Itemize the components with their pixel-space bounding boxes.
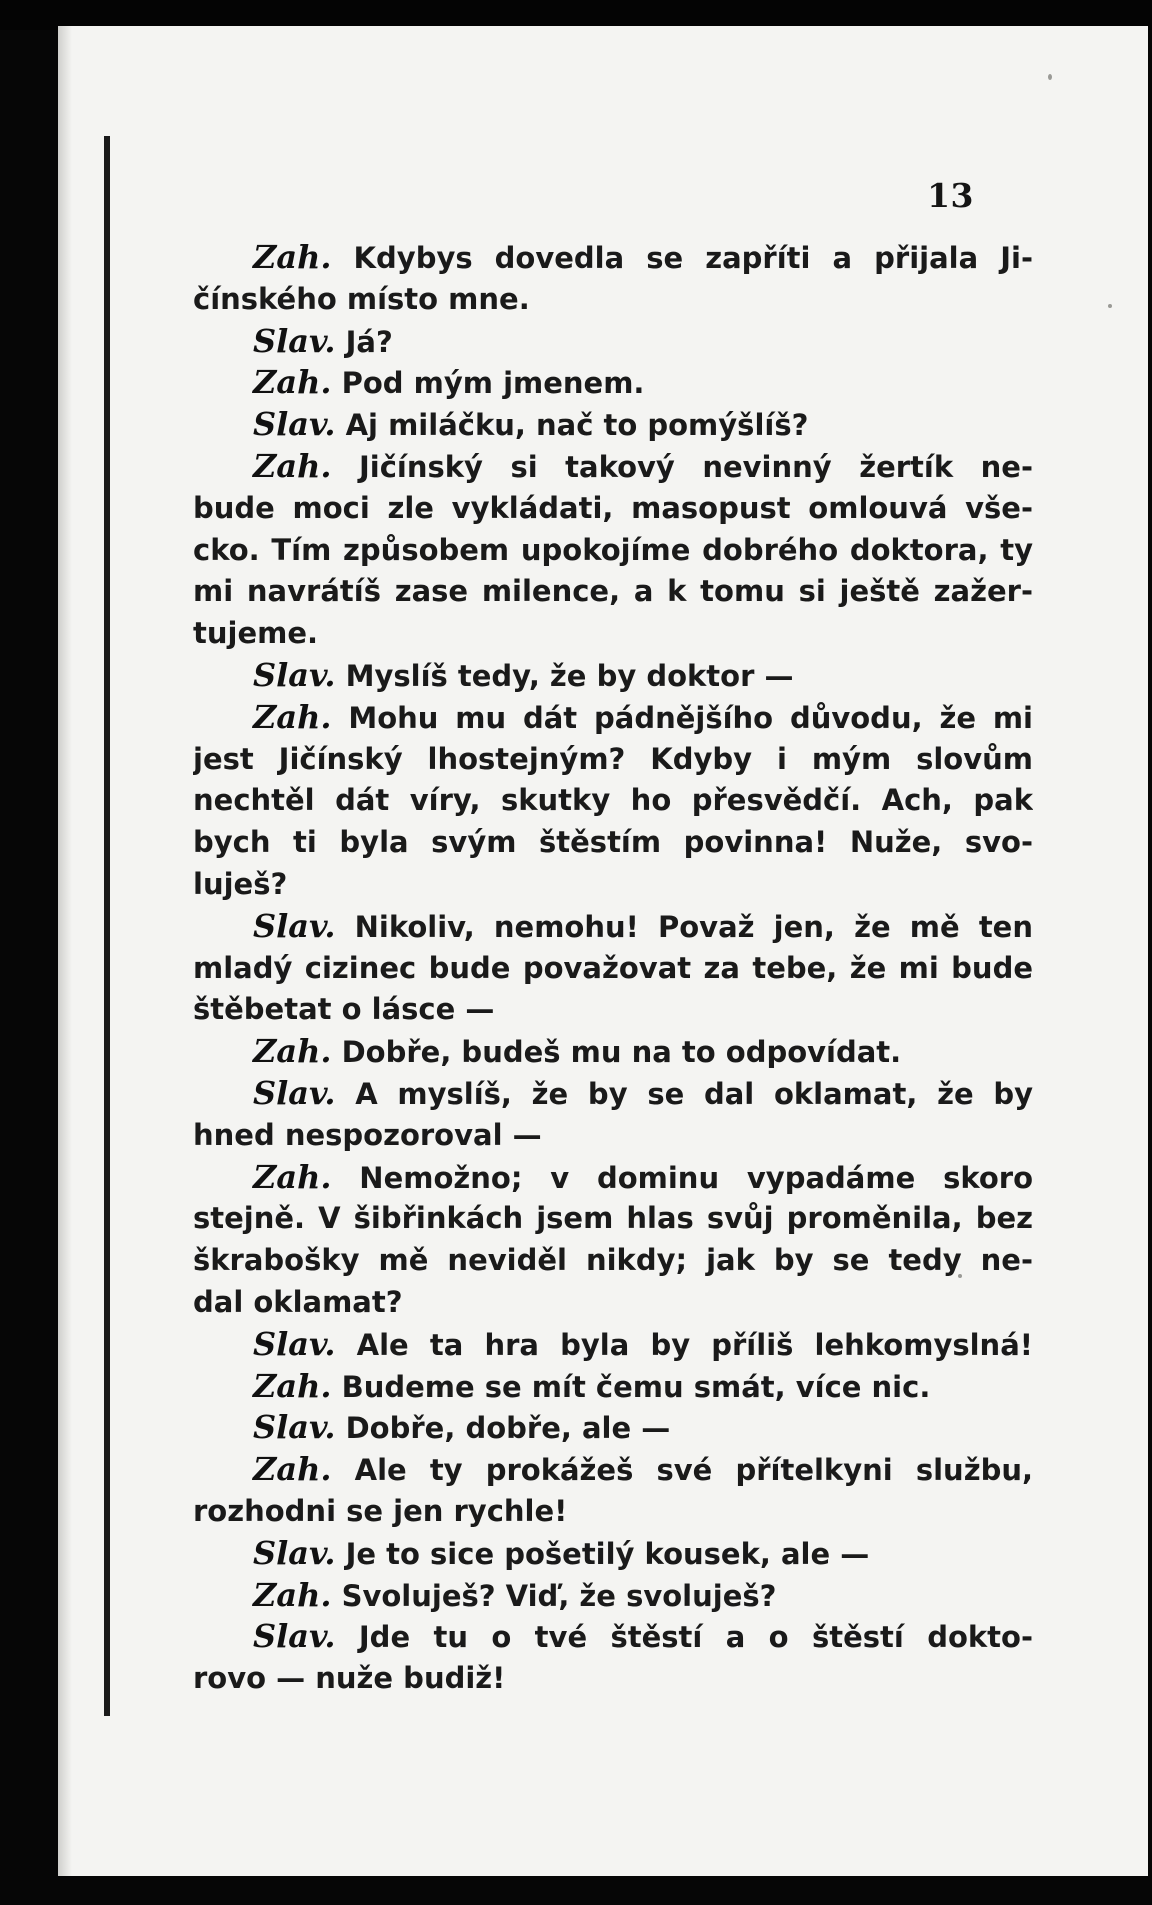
text-line xyxy=(193,1366,1033,1408)
line-text: cko. Tím způsobem upokojíme dobrého doktora, ty xyxy=(193,532,1033,567)
speaker-name: Zah. xyxy=(253,1032,332,1071)
text-line xyxy=(193,446,1033,488)
speaker-name: Zah. xyxy=(253,363,332,402)
text-line xyxy=(193,1616,1033,1658)
speaker-name: Slav. xyxy=(253,906,336,945)
line-text: Nemožno; v dominu vypadáme skoro xyxy=(331,1160,1033,1195)
speaker-name: Zah. xyxy=(253,1157,332,1196)
text-line xyxy=(193,279,1033,321)
line-text: čínského místo mne. xyxy=(193,281,530,316)
line-text: Ale ty prokážeš své přítelkyni službu, xyxy=(331,1453,1033,1488)
line-text: Myslíš tedy, že by doktor — xyxy=(335,658,794,693)
speaker-name: Slav. xyxy=(253,1324,336,1363)
dialogue-text xyxy=(193,237,1033,1700)
line-text: Dobře, budeš mu na to odpovídat. xyxy=(331,1035,902,1070)
book-page xyxy=(58,26,1148,1876)
text-line xyxy=(193,1407,1033,1449)
page-number: 13 xyxy=(927,176,974,215)
line-text: dal oklamat? xyxy=(193,1284,403,1319)
text-line xyxy=(193,321,1033,363)
line-text: Pod mým jmenem. xyxy=(331,366,645,401)
line-text: štěbetat o lásce — xyxy=(193,992,495,1027)
speaker-name: Zah. xyxy=(253,1450,332,1489)
line-text: Jičínský si takový nevinný žertík ne- xyxy=(331,449,1033,484)
text-line xyxy=(193,864,1033,906)
line-text: Aj miláčku, nač to pomýšlíš? xyxy=(335,408,809,443)
line-text: mi navrátíš zase milence, a k tomu si ještě zažer- xyxy=(193,574,1033,609)
text-line xyxy=(193,989,1033,1031)
text-line xyxy=(193,1533,1033,1575)
speaker-name: Zah. xyxy=(253,238,332,276)
text-line xyxy=(193,1324,1033,1366)
line-text: Nikoliv, nemohu! Považ jen, že mě ten xyxy=(335,909,1033,944)
line-text: Mohu mu dát pádnějšího důvodu, že mi xyxy=(331,700,1033,735)
text-line xyxy=(193,1282,1033,1324)
line-text: luješ? xyxy=(193,866,288,901)
text-line xyxy=(193,1575,1033,1617)
speaker-name: Slav. xyxy=(253,1533,336,1572)
speaker-name: Slav. xyxy=(253,1617,336,1656)
text-line xyxy=(193,404,1033,446)
text-line xyxy=(193,1491,1033,1533)
text-line xyxy=(193,1073,1033,1115)
text-line xyxy=(193,948,1033,990)
paper-speck xyxy=(1048,74,1052,80)
line-text: Svoluješ? Viď, že svoluješ? xyxy=(331,1578,777,1613)
line-text: Je to sice pošetilý kousek, ale — xyxy=(335,1536,870,1571)
speaker-name: Zah. xyxy=(253,1366,332,1405)
speaker-name: Zah. xyxy=(253,697,332,736)
text-line xyxy=(193,237,1033,279)
line-text: bych ti byla svým štěstím povinna! Nuže, svo- xyxy=(193,825,1033,860)
line-text: Dobře, dobře, ale — xyxy=(335,1411,671,1446)
text-line xyxy=(193,571,1033,613)
text-line xyxy=(193,655,1033,697)
text-line xyxy=(193,822,1033,864)
text-line xyxy=(193,739,1033,781)
line-text: Jde tu o tvé štěstí a o štěstí dokto- xyxy=(335,1620,1033,1655)
line-text: jest Jičínský lhostejným? Kdyby i mým slovům xyxy=(193,741,1033,776)
speaker-name: Slav. xyxy=(253,321,336,360)
paper-speck xyxy=(1108,304,1112,308)
line-text: Já? xyxy=(335,324,393,359)
text-line xyxy=(193,530,1033,572)
line-text: škrabošky mě neviděl nikdy; jak by se tedy ne- xyxy=(193,1243,1033,1278)
line-text: nechtěl dát víry, skutky ho přesvědčí. Ach, pak xyxy=(193,783,1033,818)
line-text: Kdybys dovedla se zapříti a přijala Ji- xyxy=(331,241,1033,275)
line-text: Budeme se mít čemu smát, více nic. xyxy=(331,1369,931,1404)
text-line xyxy=(193,1115,1033,1157)
text-line xyxy=(193,1658,1033,1700)
speaker-name: Slav. xyxy=(253,1408,336,1447)
page-gutter-shadow xyxy=(58,26,72,1876)
binding-edge xyxy=(104,136,110,1716)
line-text: mladý cizinec bude považovat za tebe, že mi bude xyxy=(193,950,1033,985)
text-line xyxy=(193,1157,1033,1199)
text-line xyxy=(193,1240,1033,1282)
line-text: rovo — nuže budiž! xyxy=(193,1661,506,1696)
text-line xyxy=(193,488,1033,530)
speaker-name: Zah. xyxy=(253,446,332,485)
line-text: tujeme. xyxy=(193,616,319,651)
speaker-name: Slav. xyxy=(253,1073,336,1112)
line-text: stejně. V šibřinkách jsem hlas svůj proměnila, bez xyxy=(193,1201,1033,1236)
text-line xyxy=(193,1449,1033,1491)
text-line xyxy=(193,1031,1033,1073)
text-line xyxy=(193,906,1033,948)
speaker-name: Zah. xyxy=(253,1575,332,1614)
line-text: bude moci zle vykládati, masopust omlouvá vše- xyxy=(193,490,1033,525)
line-text: A myslíš, že by se dal oklamat, že by xyxy=(335,1076,1033,1111)
speaker-name: Slav. xyxy=(253,655,336,694)
text-line xyxy=(193,697,1033,739)
speaker-name: Slav. xyxy=(253,405,336,444)
line-text: Ale ta hra byla by příliš lehkomyslná! xyxy=(335,1327,1033,1362)
text-line xyxy=(193,362,1033,404)
text-line xyxy=(193,1198,1033,1240)
text-line xyxy=(193,780,1033,822)
line-text: hned nespozoroval — xyxy=(193,1117,542,1152)
line-text: rozhodni se jen rychle! xyxy=(193,1493,568,1528)
text-line xyxy=(193,613,1033,655)
